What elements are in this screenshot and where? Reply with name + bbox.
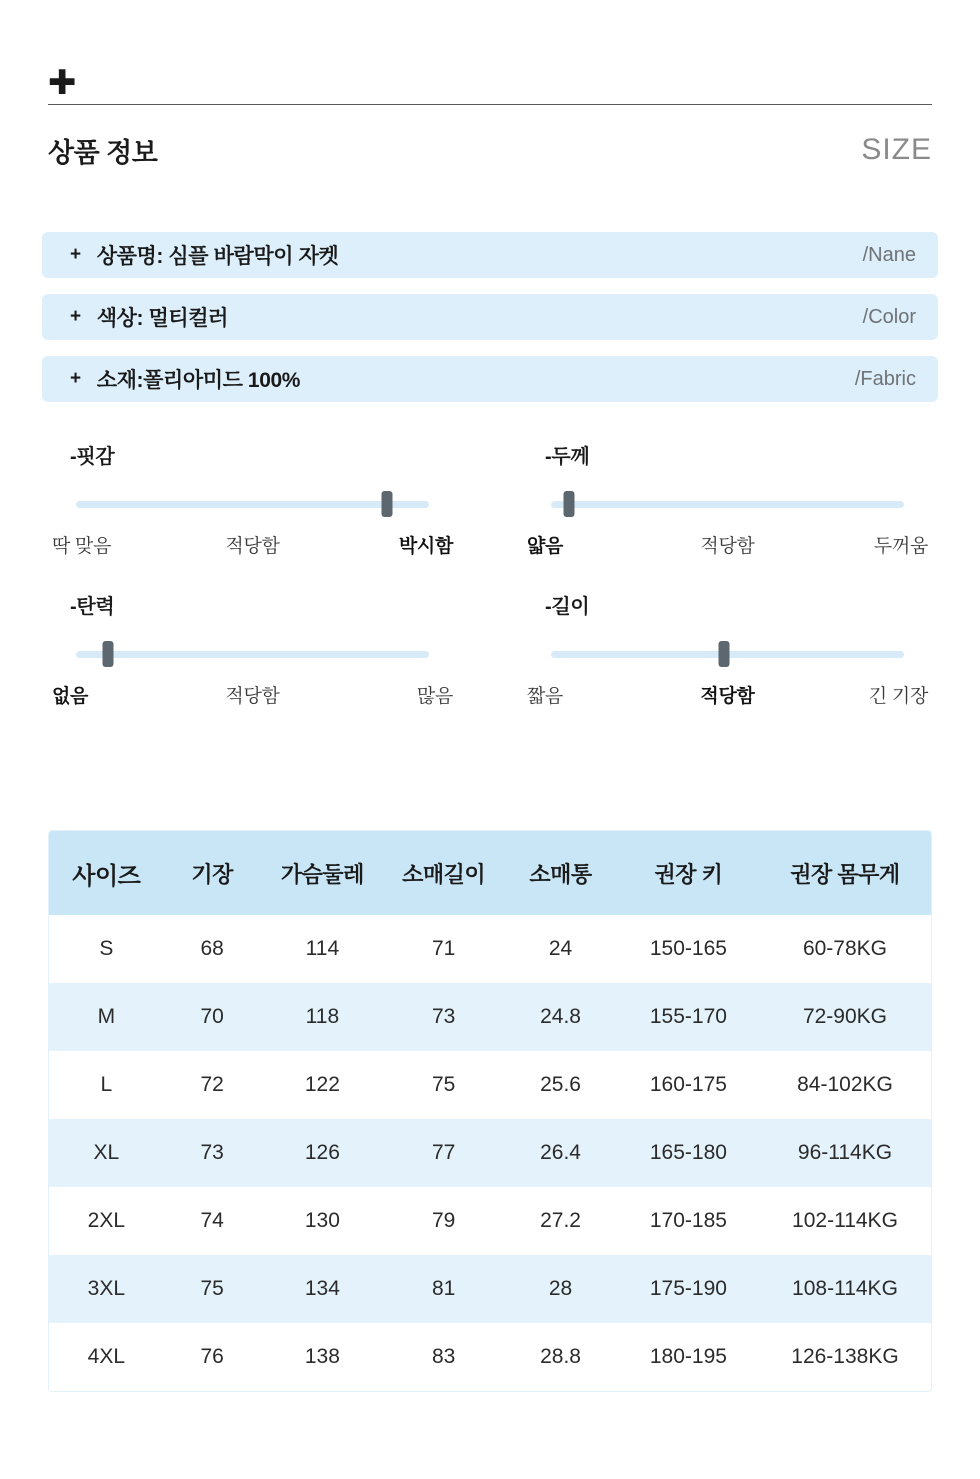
cell-sleeve-length: 75 [384, 1051, 503, 1119]
cell-height: 165-180 [618, 1119, 759, 1187]
column-header-height: 권장 키 [618, 831, 759, 915]
cell-sleeve-length: 83 [384, 1323, 503, 1391]
slider-tick-selected: 얇음 [527, 536, 564, 557]
info-label: 소재:폴리아미드 100% [96, 369, 301, 392]
slider-track-thickness[interactable] [551, 491, 904, 517]
info-label: 상품명: 심플 바람막이 자켓 [96, 245, 339, 268]
slider-label: -탄력 [70, 596, 115, 618]
column-header-sleeve-length: 소매길이 [384, 831, 503, 915]
table-row [49, 1051, 931, 1119]
cell-chest: 134 [261, 1255, 384, 1323]
cell-length: 75 [164, 1255, 261, 1323]
cell-chest: 114 [261, 915, 384, 983]
cell-sleeve-width: 28 [503, 1255, 618, 1323]
info-left [70, 364, 300, 394]
cell-sleeve-width: 26.4 [503, 1119, 618, 1187]
slider-track [76, 501, 429, 508]
slider-thumb[interactable] [102, 641, 113, 667]
slider-tick: 적당함 [700, 536, 755, 557]
cell-weight: 102-114KG [759, 1187, 931, 1255]
cell-length: 70 [164, 983, 261, 1051]
cell-chest: 118 [261, 983, 384, 1051]
slider-tick: 많음 [416, 686, 454, 707]
plus-icon: ✚ [48, 64, 77, 102]
attribute-sliders [48, 440, 932, 740]
cell-length: 73 [164, 1119, 261, 1187]
cell-height: 160-175 [618, 1051, 759, 1119]
info-list [42, 232, 938, 418]
cell-sleeve-length: 79 [384, 1187, 503, 1255]
cell-height: 170-185 [618, 1187, 759, 1255]
cell-sleeve-width: 28.8 [503, 1323, 618, 1391]
page-header [48, 126, 932, 174]
info-meta: /Fabric [854, 367, 916, 390]
column-header-weight: 권장 몸무게 [759, 831, 931, 915]
cell-weight: 60-78KG [759, 915, 931, 983]
slider-tick: 긴 기장 [868, 686, 929, 707]
slider-ticks [523, 681, 932, 708]
slider-track-length[interactable] [551, 641, 904, 667]
slider-length [523, 590, 932, 740]
cell-chest: 130 [261, 1187, 384, 1255]
info-meta: /Color [862, 305, 916, 328]
cell-weight: 84-102KG [759, 1051, 931, 1119]
slider-ticks [523, 531, 932, 558]
size-label: SIZE [861, 133, 932, 166]
slider-elasticity [48, 590, 457, 740]
cell-size: M [49, 983, 164, 1051]
cell-sleeve-length: 81 [384, 1255, 503, 1323]
info-left [70, 302, 228, 332]
slider-tick: 두꺼움 [873, 536, 929, 557]
cell-sleeve-length: 73 [384, 983, 503, 1051]
cell-size: 3XL [49, 1255, 164, 1323]
slider-tick: 적당함 [225, 686, 280, 707]
info-left [70, 240, 338, 270]
cell-sleeve-width: 27.2 [503, 1187, 618, 1255]
cell-sleeve-length: 71 [384, 915, 503, 983]
size-table [48, 830, 932, 1392]
slider-fit [48, 440, 457, 590]
plus-icon: + [70, 244, 81, 265]
slider-tick: 적당함 [225, 536, 280, 557]
cell-size: 4XL [49, 1323, 164, 1391]
slider-ticks [48, 531, 457, 558]
slider-track-fit[interactable] [76, 491, 429, 517]
cell-size: 2XL [49, 1187, 164, 1255]
column-header-size: 사이즈 [49, 831, 164, 915]
cell-height: 150-165 [618, 915, 759, 983]
info-meta: /Nane [862, 243, 916, 266]
info-label: 색상: 멀티컬러 [96, 307, 229, 330]
cell-size: L [49, 1051, 164, 1119]
list-item [42, 294, 938, 340]
cell-sleeve-width: 25.6 [503, 1051, 618, 1119]
slider-thickness [523, 440, 932, 590]
table-row [49, 983, 931, 1051]
slider-track [551, 501, 904, 508]
slider-label: -핏감 [70, 446, 115, 468]
column-header-length: 기장 [164, 831, 261, 915]
table-row [49, 915, 931, 983]
slider-tick-selected: 적당함 [700, 686, 755, 707]
cell-height: 180-195 [618, 1323, 759, 1391]
slider-tick-selected: 박시함 [398, 536, 454, 557]
plus-icon: + [70, 368, 81, 389]
slider-label: -길이 [545, 596, 590, 618]
slider-tick: 딱 맞음 [52, 536, 112, 557]
cell-sleeve-width: 24 [503, 915, 618, 983]
list-item [42, 232, 938, 278]
slider-thumb[interactable] [381, 491, 392, 517]
plus-icon: + [70, 306, 81, 327]
cell-size: S [49, 915, 164, 983]
cell-chest: 122 [261, 1051, 384, 1119]
cell-length: 76 [164, 1323, 261, 1391]
cell-chest: 126 [261, 1119, 384, 1187]
cell-size: XL [49, 1119, 164, 1187]
table-row [49, 1119, 931, 1187]
cell-height: 155-170 [618, 983, 759, 1051]
column-header-sleeve-width: 소매통 [503, 831, 618, 915]
table-row [49, 1187, 931, 1255]
cell-length: 72 [164, 1051, 261, 1119]
slider-thumb[interactable] [563, 491, 574, 517]
slider-label: -두께 [545, 446, 590, 468]
cell-height: 175-190 [618, 1255, 759, 1323]
slider-tick-selected: 없음 [52, 686, 89, 707]
cell-weight: 96-114KG [759, 1119, 931, 1187]
slider-track-elasticity[interactable] [76, 641, 429, 667]
cell-length: 68 [164, 915, 261, 983]
cell-sleeve-length: 77 [384, 1119, 503, 1187]
slider-thumb[interactable] [718, 641, 729, 667]
table-row [49, 1255, 931, 1323]
table-row [49, 1323, 931, 1391]
table-header-row [49, 831, 931, 915]
cell-sleeve-width: 24.8 [503, 983, 618, 1051]
cell-length: 74 [164, 1187, 261, 1255]
header-divider [48, 104, 932, 105]
slider-track [76, 651, 429, 658]
cell-weight: 108-114KG [759, 1255, 931, 1323]
cell-chest: 138 [261, 1323, 384, 1391]
list-item [42, 356, 938, 402]
page-title: 상품 정보 [48, 137, 158, 168]
column-header-chest: 가슴둘레 [261, 831, 384, 915]
cell-weight: 72-90KG [759, 983, 931, 1051]
slider-tick: 짧음 [527, 686, 564, 707]
slider-ticks [48, 681, 457, 708]
cell-weight: 126-138KG [759, 1323, 931, 1391]
